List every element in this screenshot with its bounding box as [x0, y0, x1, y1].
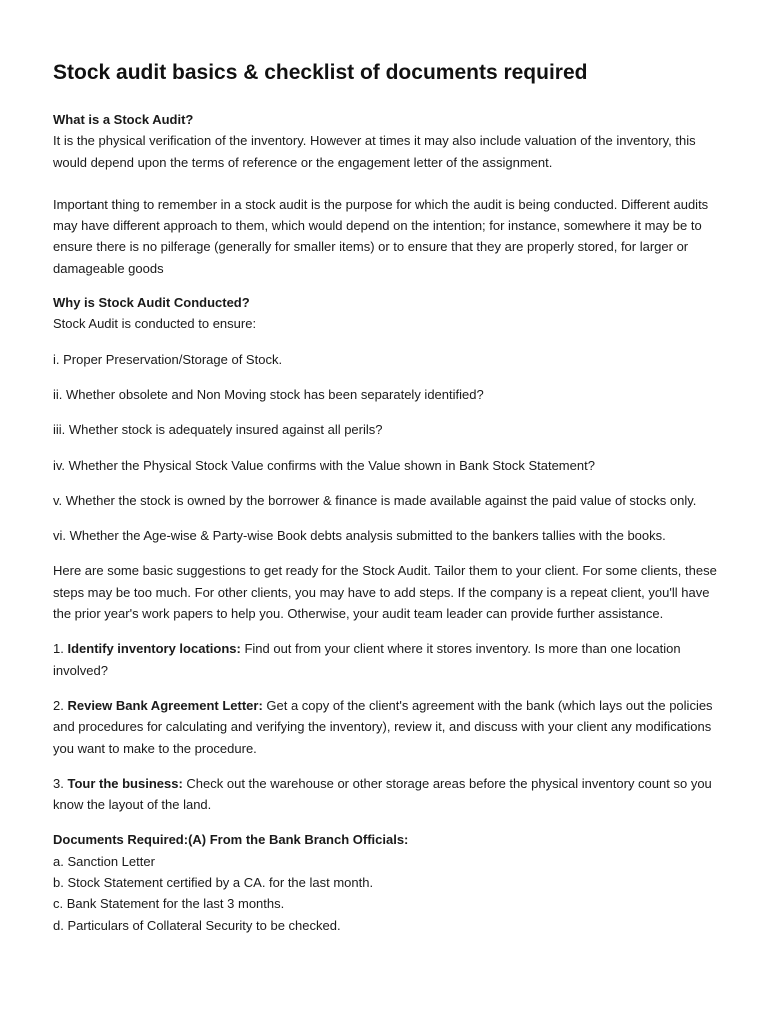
document-item: a. Sanction Letter	[53, 853, 155, 869]
why-intro: Stock Audit is conducted to ensure:	[53, 316, 257, 332]
step-text: Check out the warehouse or other storage areas before the physical inventory count so you know the layout of the land.	[53, 775, 712, 813]
step-item	[53, 695, 721, 759]
why-item: vi. Whether the Age-wise & Party-wise Book debts analysis submitted to the bankers tallies with the books.	[53, 528, 666, 544]
step-item	[53, 638, 721, 681]
step-text: Find out from your client where it stores inventory. Is more than one location involved?	[53, 641, 681, 678]
document-item: d. Particulars of Collateral Security to be checked.	[53, 917, 341, 933]
why-item: iii. Whether stock is adequately insured against all perils?	[53, 422, 383, 438]
steps-list	[53, 638, 721, 815]
documents-heading: Documents Required:(A) From the Bank Branch Officials:	[53, 832, 409, 848]
step-number: 2.	[53, 697, 68, 713]
why-item: v. Whether the stock is owned by the borrower & finance is made available against the paid value of stocks only.	[53, 492, 697, 508]
why-list	[53, 349, 721, 547]
step-text: Get a copy of the client's agreement with the bank (which lays out the policies and procedures for calculating and verifying the inventory), review it, and discuss with your client any modifications you want to make to the procedure.	[53, 697, 713, 756]
documents-list	[53, 851, 721, 936]
what-paragraph-2: Important thing to remember in a stock audit is the purpose for which the audit is being conducted. Different audits may have different approach to them, which would depend on the intention; for instance, somewhere it may be to ensure there is no pilferage (generally for smaller items) or to ensure that they are properly stored, for larger or damageable goods	[53, 196, 709, 276]
step-item	[53, 773, 721, 816]
why-item: i. Proper Preservation/Storage of Stock.	[53, 351, 283, 367]
why-item: iv. Whether the Physical Stock Value confirms with the Value shown in Bank Stock Statement?	[53, 457, 595, 473]
what-heading: What is a Stock Audit?	[53, 112, 194, 127]
why-item: ii. Whether obsolete and Non Moving stock has been separately identified?	[53, 386, 484, 402]
step-number: 3.	[53, 775, 68, 791]
step-title: Tour the business:	[67, 775, 183, 791]
step-title: Identify inventory locations:	[67, 641, 241, 657]
suggestions-paragraph: Here are some basic suggestions to get ready for the Stock Audit. Tailor them to your client. For some clients, these steps may be too much. For other clients, you may have to add steps. If the company is a repeat client, you'll have the prior year's work papers to help you. Otherwise, your audit team leader can provide further assistance.	[53, 563, 717, 622]
page-title: Stock audit basics & checklist of documents required	[53, 61, 588, 84]
document-item: b. Stock Statement certified by a CA. for the last month.	[53, 875, 374, 891]
why-heading: Why is Stock Audit Conducted?	[53, 295, 250, 311]
step-title: Review Bank Agreement Letter:	[67, 697, 263, 713]
what-paragraph-1: It is the physical verification of the inventory. However at times it may also include valuation of the inventory, this would depend upon the terms of reference or the engagement letter of the assignment.	[53, 133, 696, 170]
document-item: c. Bank Statement for the last 3 months.	[53, 896, 285, 912]
step-number: 1.	[53, 641, 68, 657]
document-page	[53, 58, 721, 936]
